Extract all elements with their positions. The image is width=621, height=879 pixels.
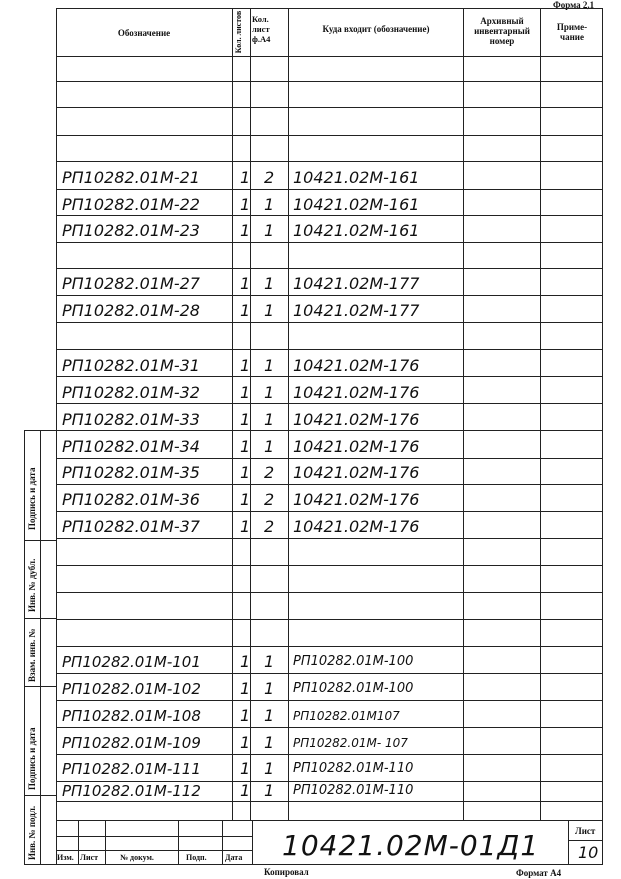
form-label: Форма 2,1 xyxy=(553,0,595,10)
side-strip-line xyxy=(24,686,56,687)
side-strip-line xyxy=(24,618,56,619)
row-sheets: 1 xyxy=(240,168,251,187)
side-label-sign-date-2: Подпись и дата xyxy=(27,727,37,790)
row-sheets: 1 xyxy=(240,517,251,536)
side-label-replace-no: Взам. инв. № xyxy=(27,628,37,682)
side-label-dup-no: Инв. № дубл. xyxy=(27,558,37,612)
row-used-in: 10421.02М-161 xyxy=(293,195,420,214)
row-sheets: 1 xyxy=(240,383,251,402)
side-label-orig-no: Инв. № подл. xyxy=(27,805,37,860)
row-a4: 2 xyxy=(264,168,275,187)
row-line xyxy=(56,376,603,377)
side-strip-line xyxy=(24,540,56,541)
title-block-col xyxy=(78,820,79,864)
row-designation: РП10282.01М-34 xyxy=(62,437,200,456)
row-line xyxy=(56,754,603,755)
col-line-3 xyxy=(288,8,289,820)
row-line xyxy=(56,81,603,82)
row-used-in: 10421.02М-176 xyxy=(293,517,420,536)
row-a4: 1 xyxy=(264,274,275,293)
row-a4: 1 xyxy=(264,781,275,800)
title-block-col xyxy=(252,820,253,864)
row-used-in: 10421.02М-176 xyxy=(293,356,420,375)
header-sheet-count: Кол. листов xyxy=(234,10,243,54)
side-strip-inner xyxy=(40,430,41,864)
title-block-col xyxy=(568,820,569,864)
frame-right xyxy=(602,8,603,864)
row-line xyxy=(56,322,603,323)
row-used-in: 10421.02М-176 xyxy=(293,437,420,456)
col-doc-label: № докум. xyxy=(120,853,154,862)
frame-bottom xyxy=(24,864,603,865)
row-line xyxy=(56,592,603,593)
footer-format: Формат А4 xyxy=(516,868,562,878)
title-block-col xyxy=(105,820,106,864)
row-used-in: РП10282.01М- 107 xyxy=(293,736,408,750)
row-used-in: РП10282.01М107 xyxy=(293,709,400,723)
row-line xyxy=(56,538,603,539)
row-a4: 1 xyxy=(264,356,275,375)
row-line xyxy=(56,673,603,674)
col-date-label: Дата xyxy=(225,853,243,862)
header-designation: Обозначение xyxy=(117,28,171,38)
row-a4: 1 xyxy=(264,410,275,429)
header-archive-no: Архивный инвентарный номер xyxy=(474,16,530,46)
row-sheets: 1 xyxy=(240,679,251,698)
side-label-sign-date: Подпись и дата xyxy=(27,467,37,530)
row-used-in: РП10282.01М-100 xyxy=(293,654,414,669)
row-sheets: 1 xyxy=(240,274,251,293)
row-line xyxy=(56,430,603,431)
row-line xyxy=(56,484,603,485)
row-designation: РП10282.01М-35 xyxy=(62,463,200,482)
row-used-in: РП10282.01М-110 xyxy=(293,783,414,798)
row-used-in: РП10282.01М-100 xyxy=(293,681,414,696)
row-line xyxy=(56,107,603,108)
row-designation: РП10282.01М-112 xyxy=(62,782,201,800)
row-line xyxy=(56,349,603,350)
row-line xyxy=(56,801,603,802)
row-line xyxy=(56,161,603,162)
row-designation: РП10282.01М-22 xyxy=(62,195,200,214)
row-used-in: 10421.02М-161 xyxy=(293,168,420,187)
title-block-col xyxy=(178,820,179,864)
col-line-4 xyxy=(463,8,464,820)
title-block-row xyxy=(568,840,603,841)
row-used-in: 10421.02М-176 xyxy=(293,463,420,482)
row-used-in: 10421.02М-161 xyxy=(293,221,420,240)
header-bottom-line xyxy=(56,56,603,57)
row-line xyxy=(56,727,603,728)
row-designation: РП10282.01М-21 xyxy=(62,168,200,187)
row-a4: 2 xyxy=(264,490,275,509)
sheet-number: 10 xyxy=(578,843,599,862)
row-designation: РП10282.01М-27 xyxy=(62,274,200,293)
row-line xyxy=(56,242,603,243)
row-designation: РП10282.01М-23 xyxy=(62,221,200,240)
row-a4: 1 xyxy=(264,437,275,456)
header-note: Приме- чание xyxy=(556,22,588,42)
row-a4: 1 xyxy=(264,759,275,778)
row-a4: 1 xyxy=(264,733,275,752)
row-line xyxy=(56,135,603,136)
row-a4: 1 xyxy=(264,652,275,671)
sheet-label: Лист xyxy=(575,826,596,836)
row-line xyxy=(56,646,603,647)
row-line xyxy=(56,403,603,404)
frame-left xyxy=(56,8,57,864)
col-sign-label: Подп. xyxy=(186,853,207,862)
row-line xyxy=(56,700,603,701)
row-sheets: 1 xyxy=(240,652,251,671)
row-a4: 2 xyxy=(264,517,275,536)
row-a4: 1 xyxy=(264,706,275,725)
row-a4: 1 xyxy=(264,383,275,402)
row-sheets: 1 xyxy=(240,706,251,725)
side-strip-outer xyxy=(24,430,25,864)
row-sheets: 1 xyxy=(240,410,251,429)
row-designation: РП10282.01М-33 xyxy=(62,410,200,429)
row-designation: РП10282.01М-101 xyxy=(62,653,201,671)
header-where-used: Куда входит (обозначение) xyxy=(322,24,430,34)
doc-number: 10421.02М-01Д1 xyxy=(282,829,540,862)
row-used-in: 10421.02М-176 xyxy=(293,383,420,402)
col-sheet-label: Лист xyxy=(80,853,99,862)
row-used-in: 10421.02М-177 xyxy=(293,301,420,320)
row-designation: РП10282.01М-28 xyxy=(62,301,200,320)
row-line xyxy=(56,268,603,269)
row-a4: 1 xyxy=(264,221,275,240)
row-designation: РП10282.01М-32 xyxy=(62,383,200,402)
row-line xyxy=(56,295,603,296)
side-strip-line xyxy=(24,795,56,796)
row-a4: 1 xyxy=(264,195,275,214)
row-line xyxy=(56,458,603,459)
col-line-1 xyxy=(232,8,233,820)
row-sheets: 1 xyxy=(240,463,251,482)
row-sheets: 1 xyxy=(240,195,251,214)
row-designation: РП10282.01М-102 xyxy=(62,680,201,698)
side-strip-line xyxy=(24,430,56,431)
row-sheets: 1 xyxy=(240,356,251,375)
row-designation: РП10282.01М-109 xyxy=(62,734,201,752)
frame-top xyxy=(56,8,603,9)
row-line xyxy=(56,565,603,566)
row-sheets: 1 xyxy=(240,301,251,320)
row-a4: 2 xyxy=(264,463,275,482)
row-designation: РП10282.01М-111 xyxy=(62,760,201,778)
row-used-in: 10421.02М-177 xyxy=(293,274,420,293)
row-used-in: 10421.02М-176 xyxy=(293,490,420,509)
col-change-label: Изм. xyxy=(57,853,74,862)
row-used-in: 10421.02М-176 xyxy=(293,410,420,429)
row-a4: 1 xyxy=(264,679,275,698)
row-sheets: 1 xyxy=(240,759,251,778)
row-designation: РП10282.01М-37 xyxy=(62,517,200,536)
row-designation: РП10282.01М-31 xyxy=(62,356,200,375)
row-sheets: 1 xyxy=(240,437,251,456)
row-line xyxy=(56,511,603,512)
header-sheet-count-cell xyxy=(232,10,250,56)
row-line xyxy=(56,215,603,216)
row-a4: 1 xyxy=(264,301,275,320)
row-line xyxy=(56,189,603,190)
row-designation: РП10282.01М-108 xyxy=(62,707,201,725)
title-block-top xyxy=(56,820,603,821)
title-block-col xyxy=(222,820,223,864)
footer-copied: Копировал xyxy=(264,867,309,877)
col-line-5 xyxy=(540,8,541,820)
row-designation: РП10282.01М-36 xyxy=(62,490,200,509)
row-sheets: 1 xyxy=(240,733,251,752)
row-sheets: 1 xyxy=(240,490,251,509)
header-a4-sheets: Кол. лист ф.А4 xyxy=(252,14,271,44)
row-line xyxy=(56,619,603,620)
row-sheets: 1 xyxy=(240,221,251,240)
row-sheets: 1 xyxy=(240,781,251,800)
row-used-in: РП10282.01М-110 xyxy=(293,761,414,776)
